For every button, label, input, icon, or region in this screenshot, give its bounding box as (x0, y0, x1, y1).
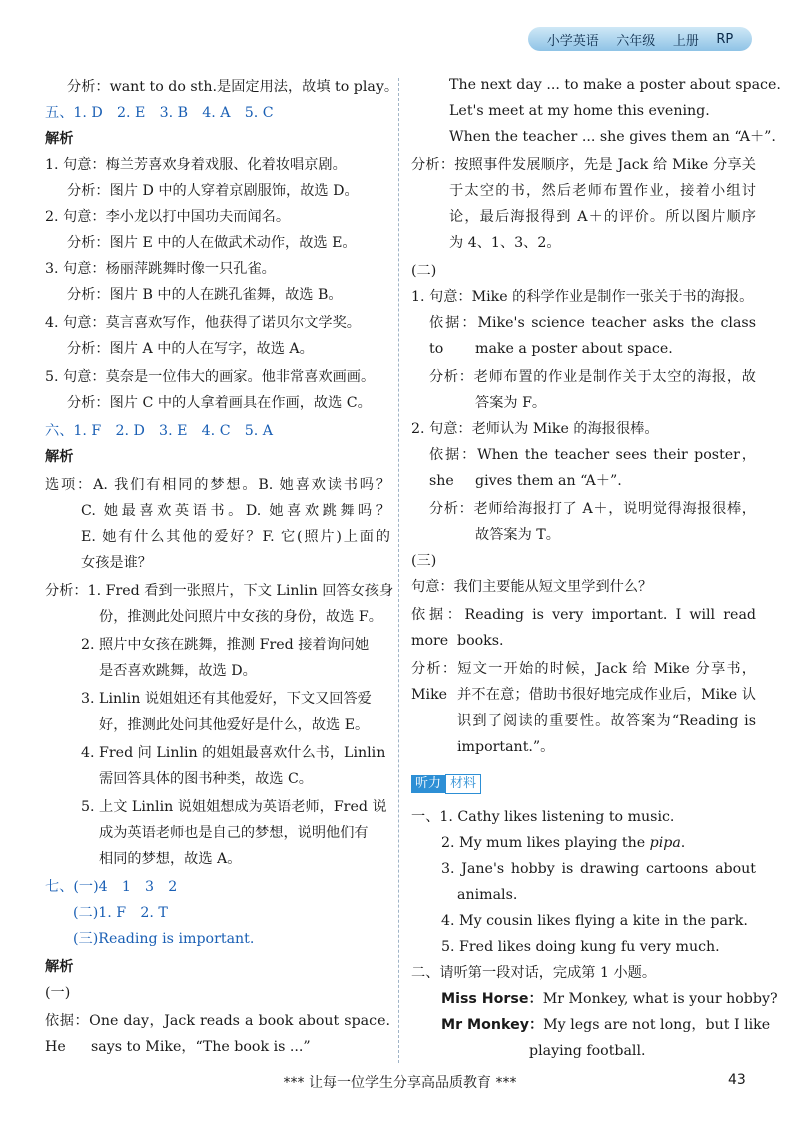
text-line: 二、请听第一段对话，完成第 1 小题。 (411, 965, 657, 981)
text-line: important.”。 (457, 739, 555, 755)
page-number: 43 (728, 1072, 746, 1088)
text-line: 分析：老师给海报打了 A＋，说明觉得海报很棒， (429, 501, 756, 517)
listening-material-tag (411, 774, 481, 794)
section-heading: 解析 (45, 449, 74, 465)
text-line: 2. 照片中女孩在跳舞，推测 Fred 接着询问她 (81, 637, 370, 653)
text-line: 份，推测此处问照片中女孩的身份，故选 F。 (99, 609, 383, 625)
text-line: playing football. (529, 1043, 646, 1059)
text-line: 4. My cousin likes flying a kite in the park. (441, 913, 748, 929)
text-line: 分析：图片 E 中的人在做武术动作，故选 E。 (67, 235, 357, 251)
text-line: 4. Fred 问 Linlin 的姐姐最喜欢什么书，Linlin (81, 745, 386, 761)
text-line: E. 她有什么其他的爱好？F. 它(照片)上面的 (81, 529, 390, 545)
text-line: 故答案为 T。 (475, 527, 560, 543)
text-line: 依据：When the teacher sees their poster，she (429, 447, 756, 490)
text-line: 分析：按照事件发展顺序，先是 Jack 给 Mike 分享关 (411, 157, 756, 173)
speaker-label: Miss Horse： (441, 991, 543, 1007)
dialogue-line: Miss Horse：Mr Monkey, what is your hobby? (441, 991, 778, 1007)
text-line: 成为英语老师也是自己的梦想，说明他们有 (99, 825, 369, 841)
text-line: 是否喜欢跳舞，故选 D。 (99, 663, 257, 679)
answer-key-7: 七、(一)4 1 3 2 (45, 879, 178, 895)
answer-key-6: 六、1. F 2. D 3. E 4. C 5. A (45, 423, 274, 439)
text-line: says to Mike，“The book is ...” (91, 1039, 311, 1055)
text-line: 分析：图片 C 中的人拿着画具在作画，故选 C。 (67, 395, 372, 411)
text-line: 分析：图片 B 中的人在跳孔雀舞，故选 B。 (67, 287, 343, 303)
text-line: 1. 句意：Mike 的科学作业是制作一张关于书的海报。 (411, 289, 754, 305)
text-line: 论，最后海报得到 A＋的评价。所以图片顺序 (449, 209, 756, 225)
text-line: 识到了阅读的重要性。故答案为“Reading is (457, 713, 756, 729)
section-heading: 解析 (45, 959, 74, 975)
text-line: 3. 句意：杨丽萍跳舞时像一只孔雀。 (45, 261, 276, 277)
text-line: 选项：A. 我们有相同的梦想。B. 她喜欢读书吗？ (45, 477, 390, 493)
text-line: 于太空的书，然后老师布置作业，接着小组讨 (449, 183, 756, 199)
section-heading: 解析 (45, 131, 74, 147)
text-line: 2. 句意：李小龙以打中国功夫而闻名。 (45, 209, 291, 225)
text-line: C. 她最喜欢英语书。D. 她喜欢跳舞吗？ (81, 503, 390, 519)
text-line: 分析：短文一开始的时候，Jack 给 Mike 分享书，Mike (411, 661, 756, 704)
text-line: 3. Linlin 说姐姐还有其他爱好，下文又回答爱 (81, 691, 372, 707)
text-line: 句意：我们主要能从短文里学到什么？ (411, 579, 653, 595)
text-line: books. (457, 633, 504, 649)
text-line: (二) (411, 263, 437, 279)
text-line: 依据：Mike's science teacher asks the class to (429, 315, 756, 358)
text-line: The next day ... to make a poster about space. (449, 77, 781, 93)
text-line: When the teacher ... she gives them an “A＋”. (449, 129, 776, 145)
text-line: 分析：1. Fred 看到一张照片，下文 Linlin 回答女孩身 (45, 583, 394, 599)
text-line: 为 4、1、3、2。 (449, 235, 561, 251)
book-header-badge (528, 27, 752, 51)
text-line: 分析：want to do sth.是固定用法，故填 to play。 (67, 79, 399, 95)
text-line: 女孩是谁？ (81, 555, 152, 571)
text-line: gives them an “A＋”. (475, 473, 622, 489)
text-line: animals. (457, 887, 518, 903)
text-line: 并不在意；借助书很好地完成作业后，Mike 认 (457, 687, 756, 703)
text-line: 5. 上文 Linlin 说姐姐想成为英语老师，Fred 说 (81, 799, 387, 815)
dialogue-line: Mr Monkey：My legs are not long，but I like (441, 1017, 771, 1033)
answer-key-5: 五、1. D 2. E 3. B 4. A 5. C (45, 105, 274, 121)
listening-tag: 听力 (411, 775, 445, 793)
text-line: 依据：One day，Jack reads a book about space. He (45, 1013, 390, 1056)
text-line: 相同的梦想，故选 A。 (99, 851, 242, 867)
text-line: 答案为 F。 (475, 395, 547, 411)
material-tag: 材料 (445, 774, 481, 794)
text-line: 一、1. Cathy likes listening to music. (411, 809, 675, 825)
text-line: 分析：老师布置的作业是制作关于太空的海报，故 (429, 369, 756, 385)
grade-label: 六年级 (616, 33, 656, 49)
text-line: 4. 句意：莫言喜欢写作，他获得了诺贝尔文学奖。 (45, 315, 361, 331)
column-divider (398, 78, 399, 1063)
text-line: (一) (45, 985, 71, 1001)
text-line: 依据：Reading is very important. I will read more (411, 607, 756, 650)
speaker-label: Mr Monkey： (441, 1017, 544, 1033)
page-footer: *** 让每一位学生分享高品质教育 *** (283, 1075, 517, 1091)
text-line: 好，推测此处问其他爱好是什么，故选 E。 (99, 717, 370, 733)
subject-label: 小学英语 (546, 33, 599, 49)
text-line: 1. 句意：梅兰芳喜欢身着戏服、化着妆唱京剧。 (45, 157, 347, 173)
volume-label: 上册 (672, 33, 699, 49)
text-line: Let's meet at my home this evening. (449, 103, 710, 119)
text-line: 需回答具体的图书种类，故选 C。 (99, 771, 313, 787)
answer-key-7-3: (三)Reading is important. (73, 931, 255, 947)
text-line: 5. Fred likes doing kung fu very much. (441, 939, 720, 955)
text-line: 5. 句意：莫奈是一位伟大的画家。他非常喜欢画画。 (45, 369, 376, 385)
text-line: 2. 句意：老师认为 Mike 的海报很棒。 (411, 421, 659, 437)
text-line: (三) (411, 553, 437, 569)
text-line: make a poster about space. (475, 341, 673, 357)
text-line: 3. Jane's hobby is drawing cartoons about (441, 861, 756, 877)
text-line: 2. My mum likes playing the pipa. (441, 835, 686, 851)
answer-key-7-2: (二)1. F 2. T (73, 905, 168, 921)
edition-label: RP (716, 31, 734, 47)
text-line: 分析：图片 A 中的人在写字，故选 A。 (67, 341, 314, 357)
text-line: 分析：图片 D 中的人穿着京剧服饰，故选 D。 (67, 183, 359, 199)
